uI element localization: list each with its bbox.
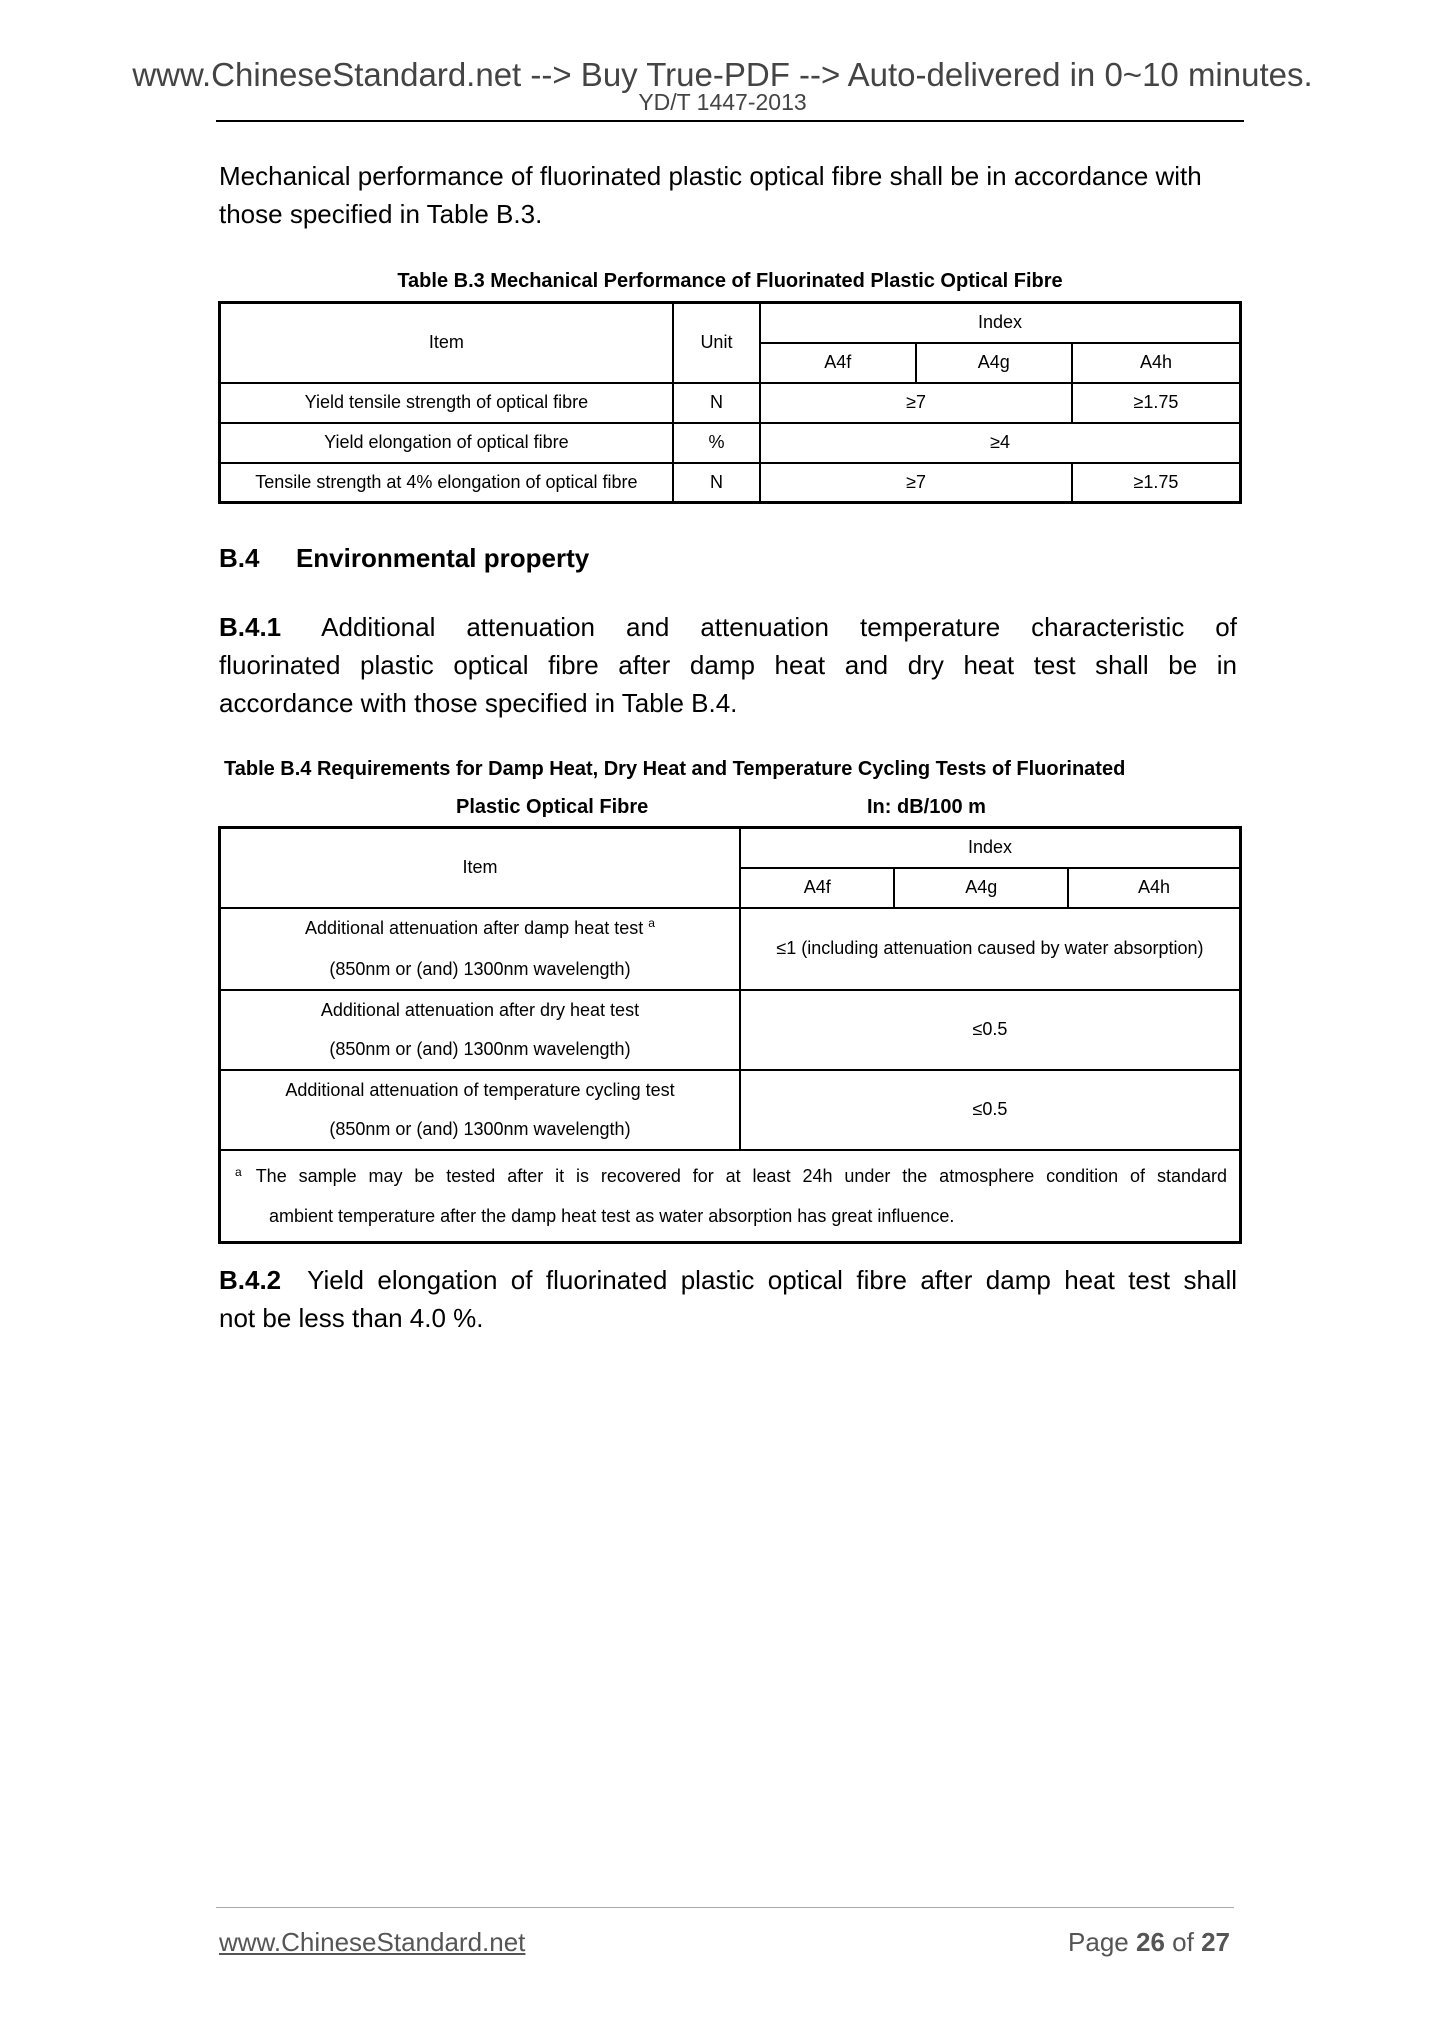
table-b4-caption-line-1: Table B.4 Requirements for Damp Heat, Dry Heat and Temperature Cycling Tests of Fluorinated	[224, 758, 1126, 780]
b42-paragraph	[219, 1261, 1237, 1337]
table-b4-item-line-1: Additional attenuation after dry heat test	[320, 999, 640, 1020]
table-b3-header-a4g: A4g	[916, 343, 1072, 383]
table-b3-cell-a4h: ≥1.75	[1072, 383, 1241, 423]
table-b4-header-a4g: A4g	[894, 868, 1067, 908]
footnote-line-2: ambient temperature after the damp heat test as water absorption has great influence.	[269, 1205, 955, 1226]
table-b4-header-item: Item	[220, 828, 740, 908]
table-b4-cell-item	[220, 1070, 740, 1150]
header-banner: www.ChineseStandard.net --> Buy True-PDF --> Auto-delivered in 0~10 minutes.	[132, 56, 1313, 93]
b41-line-1: Additional attenuation and attenuation temperature characteristic of	[321, 612, 1237, 642]
table-row	[220, 423, 1241, 463]
footer-rule	[216, 1907, 1234, 1908]
table-b3-cell-item: Yield elongation of optical fibre	[220, 423, 673, 463]
b42-line-2: not be less than 4.0 %.	[219, 1303, 484, 1333]
b41-line-2: fluorinated plastic optical fibre after damp heat and dry heat test shall be in	[219, 650, 1237, 680]
footer-website-link[interactable]: www.ChineseStandard.net	[219, 1927, 526, 1957]
page-total: 27	[1201, 1927, 1230, 1957]
table-b4-header-a4h: A4h	[1068, 868, 1241, 908]
b41-paragraph	[219, 608, 1237, 722]
table-b3-cell-a4h: ≥1.75	[1072, 463, 1241, 503]
table-b3	[218, 301, 1242, 504]
table-b4-item-line-2: (850nm or (and) 1300nm wavelength)	[329, 958, 631, 979]
footnote-mark: a	[648, 915, 655, 930]
table-b4-cell-value: ≤0.5	[740, 1070, 1241, 1150]
table-b3-cell-item: Tensile strength at 4% elongation of optical fibre	[220, 463, 673, 503]
table-b3-header-item: Item	[220, 303, 673, 383]
intro-line-2: those specified in Table B.3.	[219, 199, 543, 229]
table-b3-header-unit: Unit	[673, 303, 760, 383]
intro-paragraph	[219, 157, 1237, 233]
b41-line-3: accordance with those specified in Table B.4.	[219, 688, 738, 718]
table-b3-cell-all: ≥4	[760, 423, 1240, 463]
table-row	[220, 990, 1241, 1070]
table-b4-caption-unit: In: dB/100 m	[867, 796, 986, 818]
table-b4-cell-item	[220, 990, 740, 1070]
table-b4-item-line-2: (850nm or (and) 1300nm wavelength)	[329, 1038, 631, 1059]
section-b4-title: Environmental property	[295, 543, 590, 573]
table-b4-item-line-1: Additional attenuation of temperature cycling test	[285, 1079, 675, 1100]
b41-number: B.4.1	[219, 612, 282, 642]
table-row	[220, 383, 1241, 423]
table-b4-header-index: Index	[740, 828, 1241, 868]
table-b4-footnote	[220, 1150, 1241, 1243]
standard-code: YD/T 1447-2013	[638, 89, 807, 115]
table-row	[220, 908, 1241, 990]
footnote-line-1: The sample may be tested after it is recovered for at least 24h under the atmosphere condition of standard	[255, 1165, 1227, 1186]
intro-line-1: Mechanical performance of fluorinated plastic optical fibre shall be in accordance with	[219, 161, 1202, 191]
table-b3-header-index: Index	[760, 303, 1240, 343]
table-b4-item-line-2: (850nm or (and) 1300nm wavelength)	[329, 1118, 631, 1139]
b42-number: B.4.2	[219, 1265, 282, 1295]
table-b3-cell-unit: N	[673, 383, 760, 423]
b42-line-1: Yield elongation of fluorinated plastic optical fibre after damp heat test shall	[307, 1265, 1237, 1295]
page-of: of	[1172, 1927, 1194, 1957]
table-b3-cell-unit: %	[673, 423, 760, 463]
table-row	[220, 463, 1241, 503]
page-prefix: Page	[1068, 1927, 1129, 1957]
table-b4-cell-value: ≤1 (including attenuation caused by water absorption)	[740, 908, 1241, 990]
table-b4-caption-title: Plastic Optical Fibre	[456, 796, 649, 818]
page-number	[1068, 1927, 1230, 1958]
header-rule	[216, 120, 1244, 122]
table-row	[220, 1070, 1241, 1150]
section-b4-heading	[219, 543, 589, 574]
table-b4-cell-value: ≤0.5	[740, 990, 1241, 1070]
table-b3-cell-a4f-a4g: ≥7	[760, 383, 1072, 423]
section-b4-number: B.4	[219, 543, 260, 573]
table-b3-caption: Table B.3 Mechanical Performance of Fluorinated Plastic Optical Fibre	[397, 270, 1063, 292]
table-b3-cell-a4f-a4g: ≥7	[760, 463, 1072, 503]
table-footnote-row	[220, 1150, 1241, 1243]
table-b3-cell-unit: N	[673, 463, 760, 503]
table-b4-item-line-1: Additional attenuation after damp heat test	[305, 917, 644, 938]
table-b3-header-a4f: A4f	[760, 343, 915, 383]
table-b3-cell-item: Yield tensile strength of optical fibre	[220, 383, 673, 423]
table-b4-header-a4f: A4f	[740, 868, 895, 908]
footnote-mark: a	[235, 1164, 242, 1179]
table-b4-cell-item	[220, 908, 740, 990]
table-b3-header-a4h: A4h	[1072, 343, 1241, 383]
page-current: 26	[1136, 1927, 1165, 1957]
table-b4	[218, 826, 1242, 1244]
